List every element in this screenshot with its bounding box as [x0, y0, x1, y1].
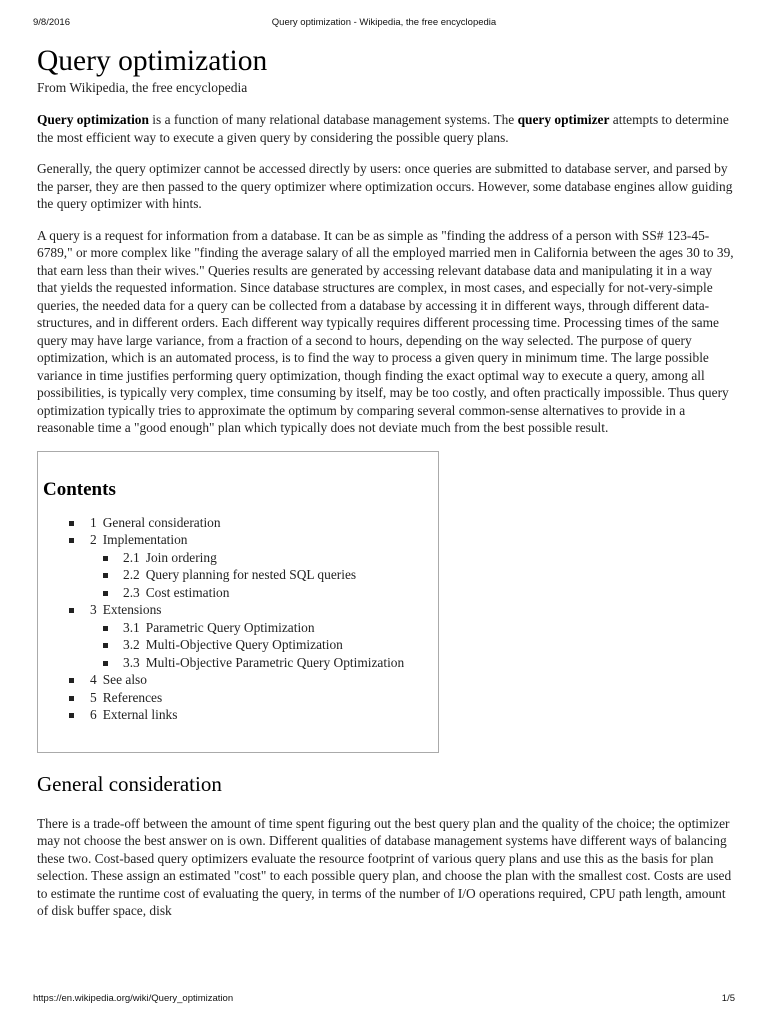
print-title: Query optimization - Wikipedia, the free encyclopedia: [271, 17, 497, 28]
print-header: [33, 17, 735, 31]
toc-item-number: 2.3: [123, 584, 140, 600]
toc-item-label[interactable]: Query planning for nested SQL queries: [145, 567, 357, 582]
toc-item[interactable]: [43, 706, 438, 724]
toc-item-label[interactable]: General consideration: [102, 514, 221, 530]
toc-item-label[interactable]: Extensions: [102, 602, 162, 617]
toc-item-number: 6: [90, 707, 97, 722]
print-date: 9/8/2016: [33, 17, 70, 28]
toc-item-number: 1: [90, 514, 97, 530]
article-content: [37, 44, 735, 934]
intro-bold-optimizer: query optimizer: [517, 112, 610, 127]
tagline: From Wikipedia, the free encyclopedia: [37, 80, 248, 95]
intro-bold-term: Query optimization: [37, 112, 149, 127]
paragraph-2: Generally, the query optimizer cannot be accessed directly by users: once queries are submitted to database server, and parsed by the parser, they are then passed to the query optimizer where optimization occurs. However, some database engines allow guiding the query optimizer with hints.: [37, 161, 733, 211]
toc-item-label[interactable]: References: [102, 689, 163, 705]
toc-item-number: 3.2: [123, 637, 140, 652]
toc-item-label[interactable]: See also: [102, 672, 147, 687]
toc-item-label[interactable]: Multi-Objective Query Optimization: [145, 637, 343, 652]
toc-title: Contents: [43, 478, 116, 500]
toc-item-number: 2: [90, 532, 97, 547]
toc-item-number: 2.1: [123, 549, 140, 565]
table-of-contents: [37, 451, 439, 753]
toc-item-label[interactable]: Multi-Objective Parametric Query Optimization: [145, 654, 405, 670]
toc-item[interactable]: [43, 549, 438, 567]
toc-item[interactable]: [43, 689, 438, 707]
print-footer: [33, 993, 735, 1007]
toc-item-label[interactable]: Join ordering: [145, 549, 217, 565]
toc-item[interactable]: [43, 601, 438, 619]
toc-item-label[interactable]: Parametric Query Optimization: [145, 619, 315, 635]
section-general-consideration-text: There is a trade-off between the amount of time spent figuring out the best query plan and the quality of the choice; the optimizer may not choose the best answer on is own. Different qualities of database management systems have different ways of balancing these two. Cost-based query optimizers evaluate the resource footprint of various query plans and use this as the basis for plan selection. These assign an estimated "cost" to each possible query plan, and choose the plan with the smallest cost. Costs are used to estimate the runtime cost of evaluating the query, in terms of the number of I/O operations required, CPU path length, amount of disk buffer space, disk: [37, 815, 732, 918]
toc-item[interactable]: [43, 566, 438, 584]
toc-item-number: 3: [90, 602, 97, 617]
toc-item[interactable]: [43, 654, 438, 672]
toc-item-number: 3.1: [123, 619, 140, 635]
toc-list: [43, 514, 438, 724]
toc-item[interactable]: [43, 636, 438, 654]
print-url: https://en.wikipedia.org/wiki/Query_optimization: [33, 993, 234, 1004]
toc-item-number: 2.2: [123, 567, 140, 582]
toc-item-label[interactable]: Implementation: [102, 532, 188, 547]
intro-text-1: is a function of many relational database management systems. The: [148, 112, 518, 127]
intro-paragraph: [37, 111, 735, 146]
page-title: Query optimization: [37, 45, 268, 77]
toc-item-label[interactable]: Cost estimation: [145, 584, 230, 600]
toc-item[interactable]: [43, 584, 438, 602]
intro-text-2: attempts to determine the most efficient way to execute a given query by considering the possible query plans.: [37, 112, 729, 145]
paragraph-3: A query is a request for information from a database. It can be as simple as "finding the address of a person with SS# 123-45-6789," or more complex like "finding the average salary of all the employed married men in California between the ages 30 to 39, that earn less than their wives." Queries results are generated by accessing relevant database data and manipulating it in a way that yields the requested information. Since database structures are complex, in most cases, and especially for not-very-simple queries, the needed data for a query can be collected from a database by accessing it in different ways, through different data-structures, and in different orders. Each different way typically requires different processing time. Processing times of the same query may have large variance, from a fraction of a second to hours, depending on the way selected. The purpose of query optimization, which is an automated process, is to find the way to process a given query in minimum time. The large possible variance in time justifies performing query optimization, though finding the exact optimal way to execute a query, among all possibilities, is typically very complex, time consuming by itself, may be too costly, and often practically impossible. Thus query optimization typically tries to approximate the optimum by comparing several common-sense alternatives to provide in a reasonable time a "good enough" plan which typically does not deviate much from the best possible result.: [37, 227, 734, 435]
print-page-number: 1/5: [721, 993, 735, 1004]
toc-item-number: 4: [90, 672, 97, 687]
toc-item[interactable]: [43, 619, 438, 637]
toc-item-label[interactable]: External links: [102, 707, 178, 722]
toc-item-number: 5: [90, 689, 97, 705]
toc-item-number: 3.3: [123, 654, 140, 670]
toc-item[interactable]: [43, 671, 438, 689]
toc-item[interactable]: [43, 531, 438, 549]
section-heading-general-consideration: General consideration: [37, 771, 222, 796]
toc-item[interactable]: [43, 514, 438, 532]
